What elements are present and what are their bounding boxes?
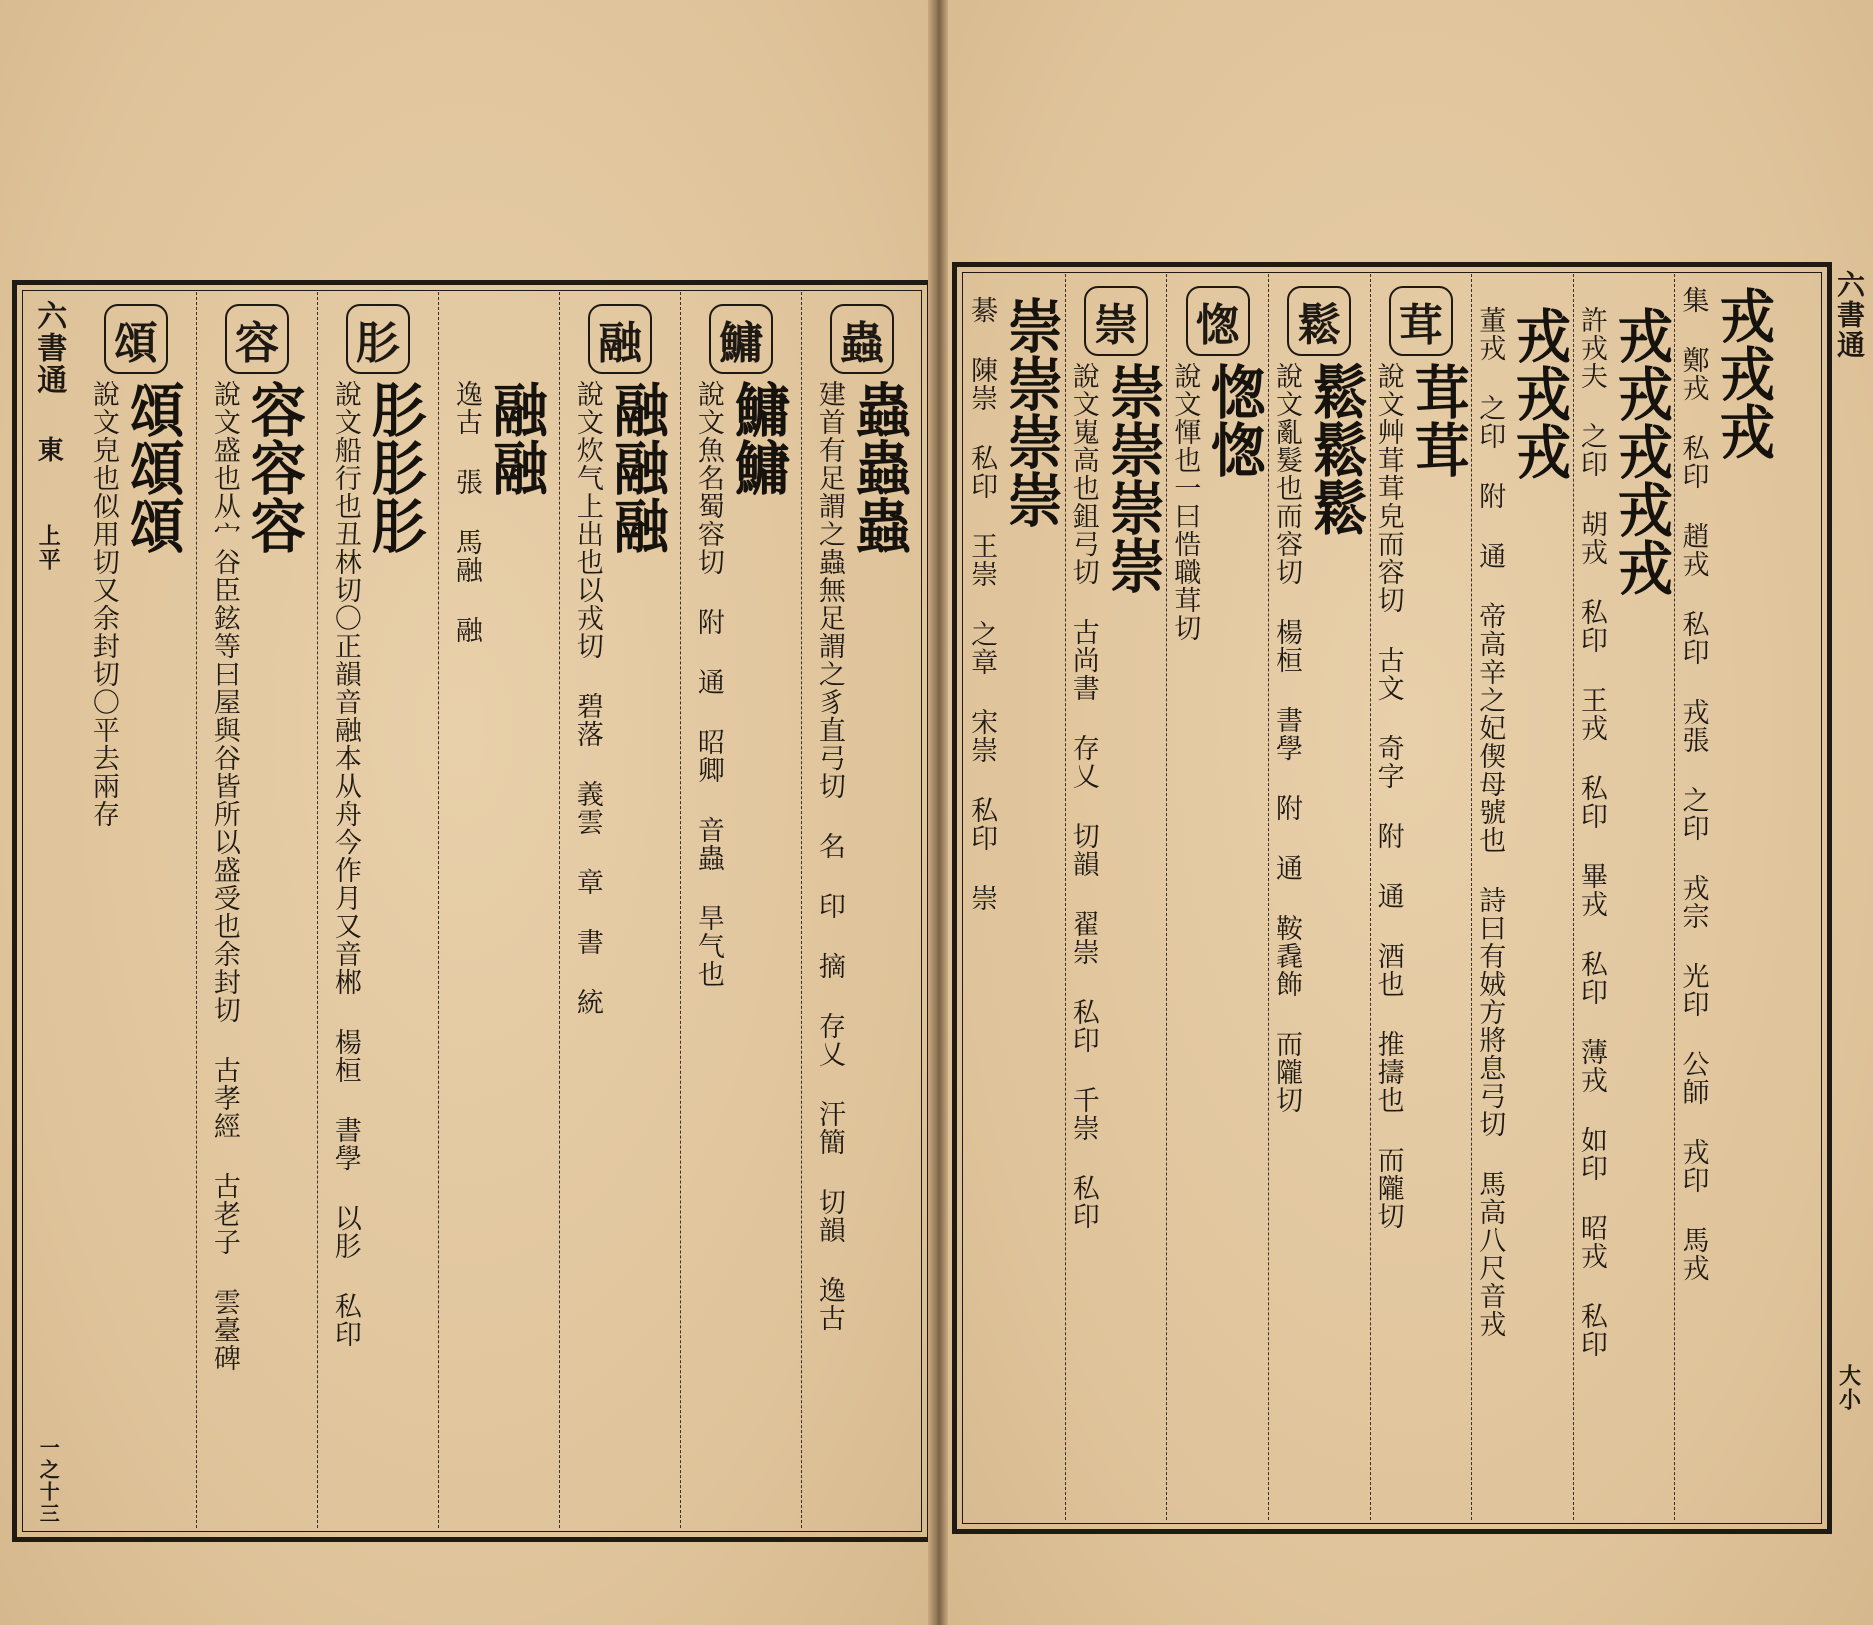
gloss-text: 說文盛也从宀谷臣鉉等曰屋與谷皆所以盛受也余封切 古孝經 古老子 雲臺碑 xyxy=(208,380,240,1372)
gloss-text: 說文炊气上出也以戎切 碧落 義雲 章 書 統 xyxy=(571,380,603,1016)
seal-forms: 崇崇崇崇 xyxy=(998,296,1064,528)
head-character: 茸 xyxy=(1389,286,1453,356)
entry-column xyxy=(438,292,559,1528)
right-columns xyxy=(964,274,1776,1520)
gloss-text: 說文嵬高也鉏弓切 古尚書 存乂 切韻 翟崇 私印 千崇 私印 xyxy=(1067,362,1099,1230)
book-title-margin: 六書通 xyxy=(31,300,67,396)
gloss-text: 許戎夫 之印 胡戎 私印 王戎 私印 畢戎 私印 薄戎 如印 昭戎 私印 xyxy=(1575,306,1607,1358)
entry-column xyxy=(680,292,801,1528)
seal-forms: 蟲蟲蟲 xyxy=(846,380,911,554)
right-margin-strip xyxy=(1827,262,1871,1532)
entry-column xyxy=(1268,274,1370,1520)
gloss-text: 董戎 之印 附 通 帝高辛之妃偰母號也 詩曰有娀方將息弓切 馬高八尺音戎 xyxy=(1474,306,1506,1338)
left-page xyxy=(0,0,928,1625)
seal-forms: 戎戎戎 xyxy=(1506,306,1572,480)
head-character: 容 xyxy=(225,304,289,374)
gloss-text: 說文船行也丑林切〇正韻音融本从舟今作月又音郴 楊桓 書學 以肜 私印 xyxy=(329,380,361,1348)
entry-column xyxy=(196,292,317,1528)
head-character: 蟲 xyxy=(830,304,894,374)
head-character: 融 xyxy=(588,304,652,374)
entry-column xyxy=(964,274,1065,1520)
entry-column xyxy=(1471,274,1573,1520)
seal-forms: 頌頌頌 xyxy=(120,380,185,554)
gloss-text: 說文惲也一曰悎職茸切 xyxy=(1169,362,1201,642)
gloss-text: 說文魚名蜀容切 附 通 昭卿 音蟲 旱气也 xyxy=(692,380,724,988)
entry-column xyxy=(1065,274,1167,1520)
folio-number: 一之十三 xyxy=(36,1437,61,1525)
seal-forms: 融融融 xyxy=(604,380,669,554)
size-mark: 大小 xyxy=(1835,1364,1862,1412)
seal-forms: 戎戎戎 xyxy=(1709,286,1775,460)
entry-column xyxy=(76,292,196,1528)
chapter-mark: 東 xyxy=(33,436,64,464)
seal-forms: 戎戎戎戎戎 xyxy=(1608,306,1673,596)
seal-forms: 融融 xyxy=(483,380,548,496)
right-page xyxy=(948,0,1873,1625)
head-character: 崇 xyxy=(1084,286,1148,356)
entry-column xyxy=(1370,274,1472,1520)
head-character: 頌 xyxy=(104,304,168,374)
seal-forms: 肜肜肜 xyxy=(362,380,427,554)
entry-column xyxy=(1573,274,1675,1520)
book-gutter xyxy=(928,0,948,1625)
entry-column xyxy=(317,292,438,1528)
seal-forms: 崇崇崇崇 xyxy=(1100,362,1165,594)
left-columns xyxy=(76,292,922,1528)
seal-forms: 鱅鱅 xyxy=(725,380,790,496)
seal-forms: 愡愡 xyxy=(1201,362,1267,478)
rhyme-mark: 上平 xyxy=(35,524,62,572)
left-margin-strip xyxy=(24,300,72,1525)
gloss-text: 綦 陳崇 私印 王崇 之章 宋崇 私印 崇 xyxy=(966,296,998,912)
head-character: 肜 xyxy=(346,304,410,374)
gloss-text: 說文艸茸茸皃而容切 古文 奇字 附 通 酒也 推擣也 而隴切 xyxy=(1372,362,1404,1230)
gloss-text: 逸古 張 馬融 融 xyxy=(450,380,482,644)
gloss-text: 集 鄭戎 私印 趙戎 私印 戎張 之印 戎宗 光印 公師 戎印 馬戎 xyxy=(1677,286,1709,1282)
gloss-text: 說文亂髮也而容切 楊桓 書學 附 通 鞍毳飾 而隴切 xyxy=(1271,362,1303,1114)
seal-forms: 容容容 xyxy=(241,380,306,554)
entry-column xyxy=(559,292,680,1528)
entry-column xyxy=(801,292,922,1528)
entry-column xyxy=(1674,274,1776,1520)
seal-forms: 茸茸 xyxy=(1404,362,1470,478)
book-title-margin: 六書通 xyxy=(1833,270,1866,360)
head-character: 鬆 xyxy=(1287,286,1351,356)
gloss-text: 說文皃也似用切又余封切〇平去兩存 xyxy=(87,380,119,828)
head-character: 愡 xyxy=(1186,286,1250,356)
head-character: 鱅 xyxy=(709,304,773,374)
entry-column xyxy=(1166,274,1268,1520)
gloss-text: 建首有足謂之蟲無足謂之豸直弓切 名 印 摘 存乂 汗簡 切韻 逸古 xyxy=(813,380,845,1332)
seal-forms: 鬆鬆鬆 xyxy=(1303,362,1368,536)
